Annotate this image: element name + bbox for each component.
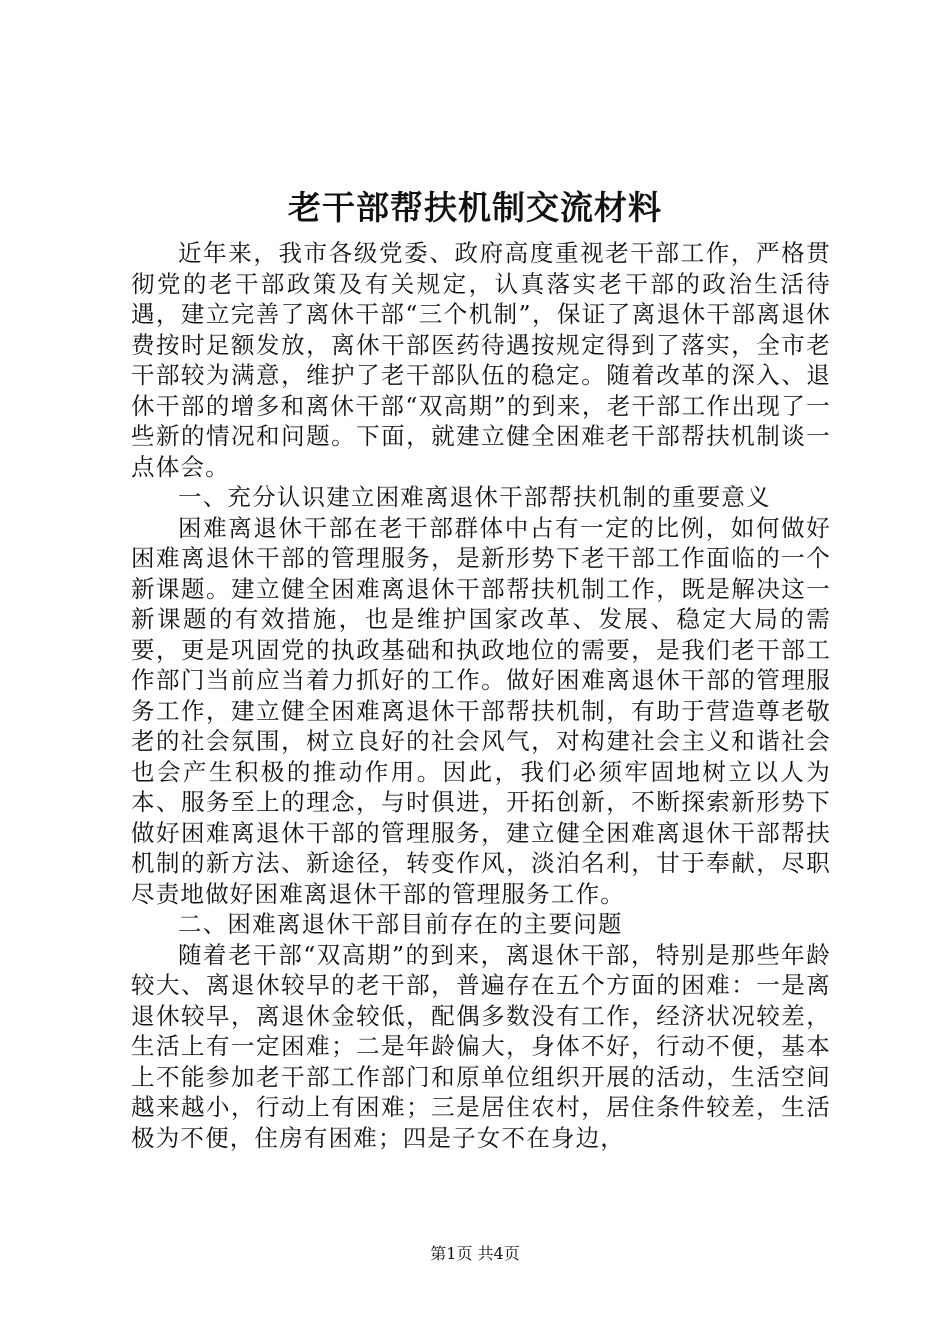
paragraph-significance: 困难离退休干部在老干部群体中占有一定的比例，如何做好困难离退休干部的管理服务，是新形势下老干部工作面临的一个新课题。建立健全困难离退休干部帮扶机制工作，既是解决这一新课题的有效措施，也是维护国家改革、发展、稳定大局的需要，更是巩固党的执政基础和执政地位的需要，是我们老干部工作部门当前应当着力抓好的工作。做好困难离退休干部的管理服务工作，建立健全困难离退休干部帮扶机制，有助于营造尊老敬老的社会氛围，树立良好的社会风气，对构建社会主义和谐社会也会产生积极的推动作用。因此，我们必须牢固地树立以人为本、服务至上的理念，与时俱进，开拓创新，不断探索新形势下做好困难离退休干部的管理服务，建立健全困难离退休干部帮扶机制的新方法、新途径，转变作风，淡泊名利，甘于奉献，尽职尽责地做好困难离退休干部的管理服务工作。 — [131, 513, 831, 908]
paragraph-problems: 随着老干部“双高期”的到来，离退休干部，特别是那些年龄较大、离退休较早的老干部，普遍存在五个方面的困难：一是离退休较早，离退休金较低，配偶多数没有工作，经济状况较差，生活上有一定困难；二是年龄偏大，身体不好，行动不便，基本上不能参加老干部工作部门和原单位组织开展的活动，生活空间越来越小，行动上有困难；三是居住农村，居住条件较差，生活极为不便，住房有困难；四是子女不在身边， — [131, 940, 831, 1152]
page-footer: 第1页 共4页 — [430, 1244, 520, 1263]
section-heading-1: 一、充分认识建立困难离退休干部帮扶机制的重要意义 — [178, 483, 771, 511]
document-title: 老干部帮扶机制交流材料 — [288, 188, 662, 227]
section-heading-2: 二、困难离退休干部目前存在的主要问题 — [178, 910, 623, 938]
paragraph-intro: 近年来，我市各级党委、政府高度重视老干部工作，严格贯彻党的老干部政策及有关规定，认真落实老干部的政治生活待遇，建立完善了离休干部“三个机制”，保证了离退休干部离退休费按时足额发放，离休干部医药待遇按规定得到了落实，全市老干部较为满意，维护了老干部队伍的稳定。随着改革的深入、退休干部的增多和离休干部“双高期”的到来，老干部工作出现了一些新的情况和问题。下面，就建立健全困难老干部帮扶机制谈一点体会。 — [131, 239, 831, 481]
document-body — [131, 238, 831, 1153]
